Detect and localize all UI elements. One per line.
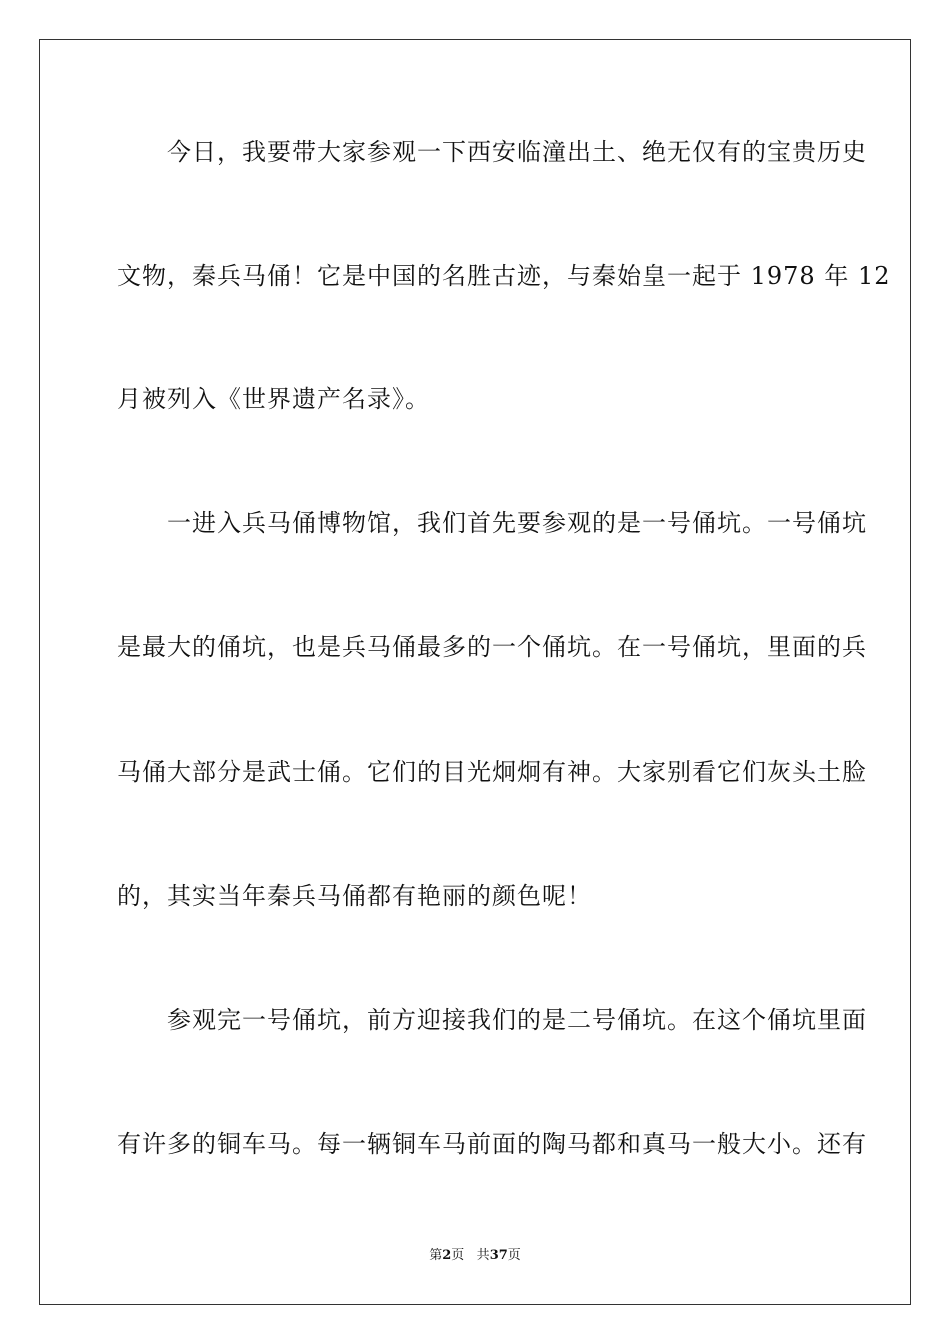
total-pages: 37 bbox=[489, 1248, 508, 1263]
text-line: 月被列入《世界遗产名录》。 bbox=[117, 385, 430, 413]
total-suffix: 页 bbox=[507, 1248, 521, 1263]
page-suffix: 页 bbox=[451, 1248, 465, 1263]
text-line: 马俑大部分是武士俑。它们的目光炯炯有神。大家别看它们灰头土脸 bbox=[117, 758, 867, 786]
page-footer bbox=[0, 1247, 950, 1265]
text-line: 文物，秦兵马俑！它是中国的名胜古迹，与秦始皇一起于 1978 年 12 bbox=[117, 262, 891, 290]
text-line: 一进入兵马俑博物馆，我们首先要参观的是一号俑坑。一号俑坑 bbox=[117, 509, 867, 537]
page-number: 2 bbox=[442, 1248, 452, 1263]
text-line: 今日，我要带大家参观一下西安临潼出土、绝无仅有的宝贵历史 bbox=[117, 138, 867, 166]
page-prefix: 第 bbox=[429, 1248, 443, 1263]
text-line: 有许多的铜车马。每一辆铜车马前面的陶马都和真马一般大小。还有 bbox=[117, 1130, 867, 1158]
page-frame bbox=[39, 39, 911, 1305]
text-line: 是最大的俑坑，也是兵马俑最多的一个俑坑。在一号俑坑，里面的兵 bbox=[117, 633, 867, 661]
total-prefix: 共 bbox=[476, 1248, 490, 1263]
text-line: 的，其实当年秦兵马俑都有艳丽的颜色呢！ bbox=[117, 882, 592, 910]
text-line: 参观完一号俑坑，前方迎接我们的是二号俑坑。在这个俑坑里面 bbox=[117, 1006, 867, 1034]
